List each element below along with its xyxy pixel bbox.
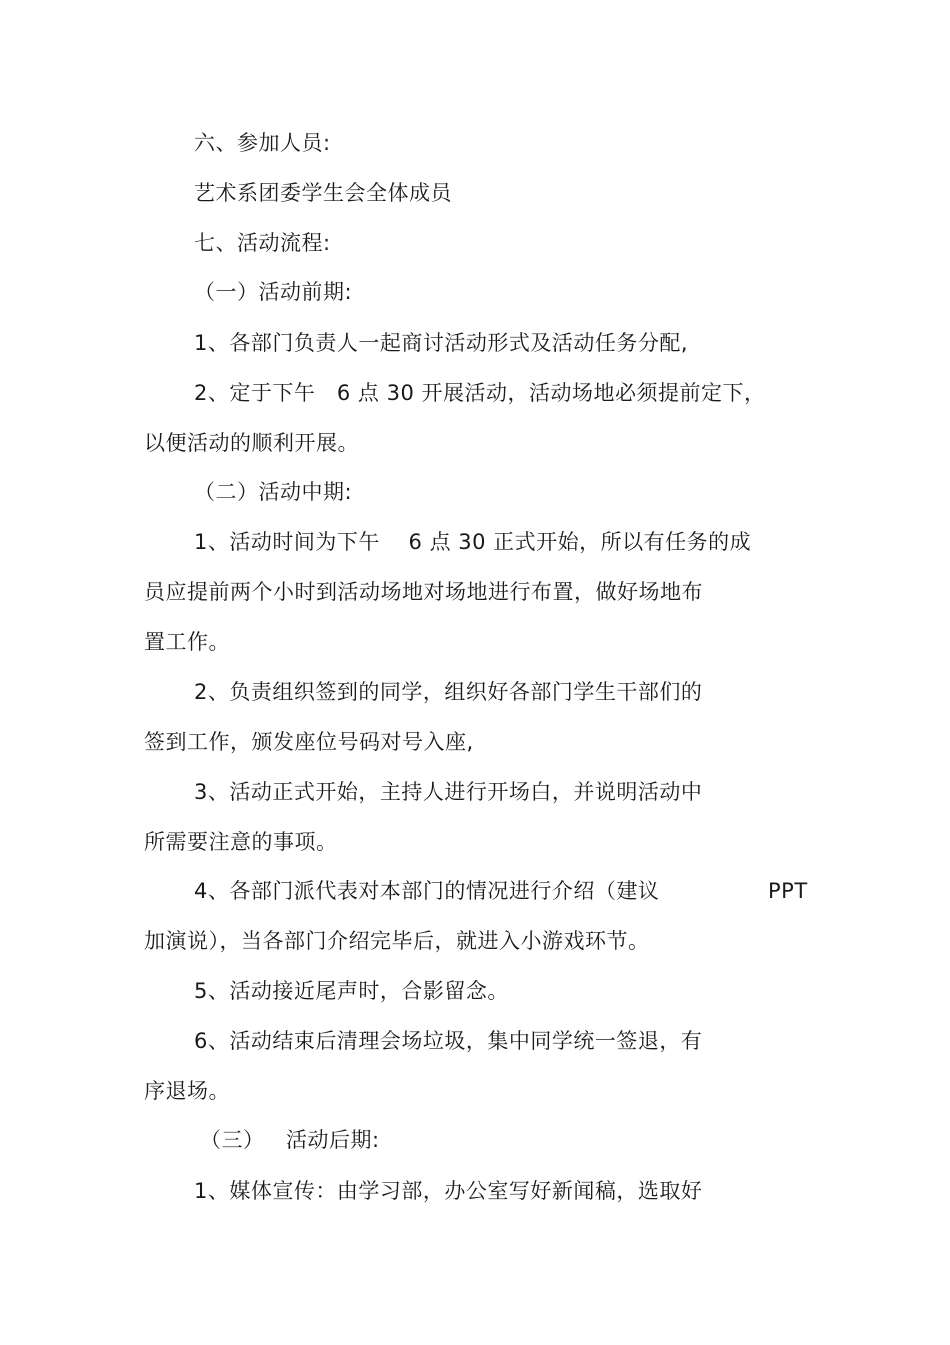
paragraph-line: 员应提前两个小时到活动场地对场地进行布置，做好场地布 <box>144 580 703 604</box>
subsection-heading-middle: （二）活动中期: <box>194 480 353 504</box>
section-heading-participants: 六、参加人员: <box>194 131 331 155</box>
subsection-heading-late: （三） 活动后期: <box>200 1128 380 1152</box>
paragraph-line: 1、活动时间为下午 6 点 30 正式开始，所以有任务的成 <box>194 530 752 554</box>
paragraph-line: 2、负责组织签到的同学，组织好各部门学生干部们的 <box>194 680 703 704</box>
subsection-heading-early: （一）活动前期: <box>194 280 353 304</box>
paragraph-line: 所需要注意的事项。 <box>144 830 338 854</box>
paragraph-line: 5、活动接近尾声时，合影留念。 <box>194 979 509 1003</box>
paragraph-line: 3、活动正式开始，主持人进行开场白，并说明活动中 <box>194 780 703 804</box>
paragraph-line: 2、定于下午 6 点 30 开展活动，活动场地必须提前定下， <box>194 381 766 405</box>
paragraph-line: 序退场。 <box>144 1079 230 1103</box>
paragraph-line: 加演说），当各部门介绍完毕后，就进入小游戏环节。 <box>144 929 650 953</box>
paragraph-line: 签到工作，颁发座位号码对号入座, <box>144 730 474 754</box>
paragraph-line: 4、各部门派代表对本部门的情况进行介绍（建议 <box>194 879 660 903</box>
paragraph-line: 以便活动的顺利开展。 <box>144 431 359 455</box>
paragraph-line: 1、媒体宣传：由学习部，办公室写好新闻稿，选取好 <box>194 1179 703 1203</box>
paragraph-line: 1、各部门负责人一起商讨活动形式及活动任务分配, <box>194 331 689 355</box>
paragraph-line: 置工作。 <box>144 630 230 654</box>
participants-text: 艺术系团委学生会全体成员 <box>194 181 452 205</box>
section-heading-process: 七、活动流程: <box>194 231 331 255</box>
paragraph-line: 6、活动结束后清理会场垃圾，集中同学统一签退，有 <box>194 1029 703 1053</box>
paragraph-line: PPT <box>768 879 808 903</box>
